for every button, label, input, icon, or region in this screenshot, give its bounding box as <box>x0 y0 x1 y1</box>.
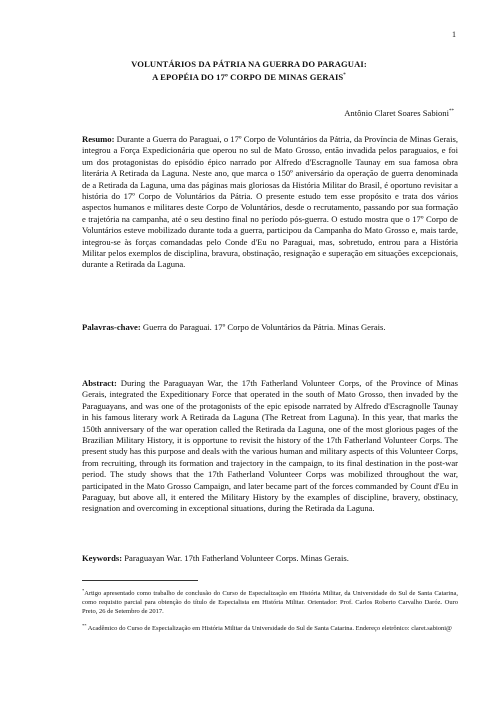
footnotes <box>82 586 458 638</box>
keywords-section <box>82 553 458 564</box>
author-footnote-marker: ** <box>449 109 454 115</box>
footnote-marker: ** <box>82 623 87 629</box>
title-line-2-text: A EPOPÉIA DO 17º CORPO DE MINAS GERAIS <box>152 71 344 82</box>
keywords-text: Paraguayan War. 17th Fatherland Volunteer Corps. Minas Gerais. <box>124 553 349 563</box>
palavras-chave-text: Guerra do Paraguai. 17º Corpo de Voluntários da Pátria. Minas Gerais. <box>142 322 386 332</box>
footnote <box>82 586 458 616</box>
palavras-chave-section <box>82 322 458 333</box>
author-name: Antônio Claret Soares Sabioni <box>344 108 449 118</box>
footnote-marker: * <box>82 588 85 593</box>
resumo-text: Durante a Guerra do Paraguai, o 17º Corpo de Voluntários da Pátria, da Província de Minas Gerais, integrou a Força Expedicionária que operou no sul de Mato Grosso, então invadida pelos paraguaios, e foi um dos protagonistas do episódio épico narrado por Alfredo d'Escragnolle Taunay em sua famosa obra literária A Retirada da Laguna. Neste ano, que marca o 150º aniversário da operação de guerra denominada de a Retirada da Laguna, uma das páginas mais gloriosas da História Militar do Brasil, é oportuno revisitar a história do 17º Corpo de Voluntários da Pátria. O presente estudo tem esse propósito e trata dos vários aspectos humanos e militares deste Corpo de Voluntários, desde o recrutamento, passando por sua formação e trajetória na campanha, até o seu destino final no período pós-guerra. O estudo mostra que o 17º Corpo de Voluntários esteve mobilizado durante toda a guerra, participou da Campanha do Mato Grosso e, mais tarde, integrou-se às forças comandadas pelo Conde d'Eu no Paraguai, mas, sobretudo, entrou para a História Militar pelos exemplos de disciplina, bravura, obstinação, resignação e superação em situações excepcionais, durante a Retirada da Laguna. <box>82 134 458 270</box>
footnote-text: Artigo apresentado como trabalho de conclusão do Curso de Especialização em História Militar, da Universidade do Sul de Santa Catarina, como requisito parcial para obtenção do título de Especialista em História Militar. Orientador: Prof. Carlos Roberto Carvalho Daróz. Ouro Preto, 26 de Setembro de 2017. <box>82 590 458 616</box>
page-number: 1 <box>452 30 456 39</box>
footnote-text: Acadêmico do Curso de Especialização em História Militar da Universidade do Sul de Santa Catarina. Endereço eletrônico: claret.sabioni@ <box>87 625 453 633</box>
keywords-label: Keywords: <box>82 553 123 563</box>
footnote-divider <box>82 580 198 581</box>
abstract-section <box>82 378 458 515</box>
title-footnote-marker: * <box>343 73 346 78</box>
author <box>344 108 454 118</box>
paper-title <box>40 58 458 83</box>
abstract-label: Abstract: <box>82 378 117 388</box>
title-line-2 <box>40 70 458 83</box>
abstract-text: During the Paraguayan War, the 17th Fatherland Volunteer Corps, of the Province of Minas Gerais, integrated the Expeditionary Force that operated in the south of Mato Grosso, then invaded by the Paraguayans, and was one of the protagonists of the epic episode narrated by Alfredo d'Escragnolle Taunay in his famous literary work A Retirada da Laguna (The Retreat from Laguna). In this year, that marks the 150th anniversary of the war operation called the Retirada da Laguna, one of the most glorious pages of the Brazilian Military History, it is opportune to revisit the history of the 17th Fatherland Volunteer Corps. The present study has this purpose and deals with the various human and military aspects of this Volunteer Corps, from recruiting, through its formation and trajectory in the campaign, to its final destination in the post-war period. The study shows that the 17th Fatherland Volunteer Corps was mobilized throughout the war, participated in the Mato Grosso Campaign, and later became part of the forces commanded by Count d'Eu in Paraguay, but above all, it entered the Military History by the examples of discipline, bravery, obstinacy, resignation and overcoming in exceptional situations, during the Retirada da Laguna. <box>82 378 458 514</box>
palavras-chave-label: Palavras-chave: <box>82 322 141 332</box>
resumo-section <box>82 134 458 271</box>
resumo-label: Resumo: <box>82 134 115 144</box>
footnote <box>82 621 458 633</box>
title-line-1: VOLUNTÁRIOS DA PÁTRIA NA GUERRA DO PARAGUAI: <box>131 59 367 69</box>
